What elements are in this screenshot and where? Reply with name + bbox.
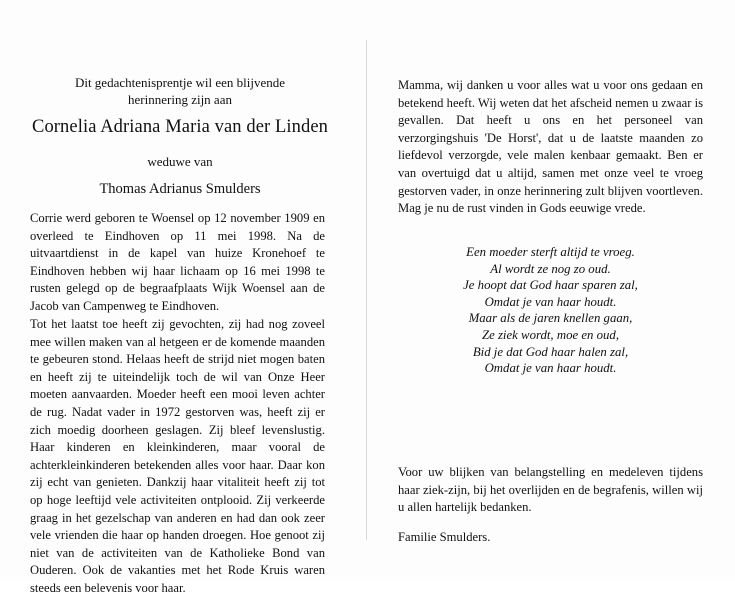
poem-line: Omdat je van haar houdt. (484, 294, 617, 309)
poem-line: Maar als de jaren knellen gaan, (468, 311, 633, 326)
poem-line: Je hoopt dat God haar sparen zal, (463, 278, 638, 293)
acknowledgement-paragraph: Voor uw blijken van belangstelling en medeleven tijdens haar ziek-zijn, bij het overlijden en de begrafenis, willen wij u allen hartelijk bedanken. (398, 465, 703, 515)
fold-line (366, 40, 367, 540)
poem-line: Al wordt ze nog zo oud. (490, 261, 611, 276)
poem-line: Ze ziek wordt, moe en oud, (481, 327, 620, 342)
poem-line: Een moeder sterft altijd te vroeg. (466, 245, 635, 259)
poem-line: Omdat je van haar houdt. (484, 361, 617, 376)
widow-of-label: weduwe van (147, 154, 213, 169)
poem-line: Bid je dat God haar halen zal, (472, 344, 629, 359)
intro-line-2: herinnering zijn aan (128, 92, 232, 107)
intro-line-1: Dit gedachtenisprentje wil een blijvende (74, 75, 286, 90)
biography-paragraph-2: Tot het laatst toe heeft zij gevochten, zij had nog zoveel mee willen maken van al hetgeen er de komende maanden te gebeuren stond. Helaas heeft de strijd niet mogen baten en heeft zij te uiteindelijk toch de wil van Onze Heer moeten aanvaarden. Moeder heeft een mooi leven achter de rug. Nadat vader in 1972 gestorven was, heeft zij er zich moedig doorheen geslagen. Zij bleef levenslustig. Haar kinderen en kleinkinderen, maar vooral de achterkleinkinderen betekenden alles voor haar. Daar kon zij echt van genieten. Dankzij haar vitaliteit heeft zij tot op hoge leeftijd vele activiteiten ontplooid. Zij verkeerde graag in het gezelschap van anderen en had dan ook zeer vele vrienden die haar op handen droegen. Hoe genoot zij niet van de activiteiten van de Katholieke Bond van Ouderen. Ook de vakanties met het Rode Kruis waren steeds een belevenis voor haar. (30, 317, 325, 595)
intro-text (30, 74, 330, 108)
family-signature: Familie Smulders. (398, 530, 491, 544)
husband-name: Thomas Adrianus Smulders (99, 181, 261, 197)
biography-paragraph-1: Corrie werd geboren te Woensel op 12 november 1909 en overleed te Eindhoven op 11 mei 1998. Na de uitvaartdienst in de kapel van huize Kronehoef te Eindhoven hebben wij haar lichaam op 16 mei 1998 te rusten gelegd op de begraafplaats Wijk Woensel aan de Jacob van Campenweg te Eindhoven. (30, 211, 325, 313)
poem (398, 244, 703, 377)
deceased-name: Cornelia Adriana Maria van der Linden (32, 117, 328, 137)
thanks-mother-paragraph: Mamma, wij danken u voor alles wat u voor ons gedaan en betekend heeft. Wij weten dat het afscheid nemen u zwaar is gevallen. Dat heeft u ons en het personeel van verzorgingshuis 'De Horst', dat u de laatste maanden zo liefdevol verzorgde, vele malen kenbaar gemaakt. Ben er van overtuigd dat u altijd, samen met onze veel te vroeg gestorven vader, in onze herinnering zult blijven voortleven. Mag je nu de rust vinden in Gods eeuwige vrede. (398, 78, 703, 216)
